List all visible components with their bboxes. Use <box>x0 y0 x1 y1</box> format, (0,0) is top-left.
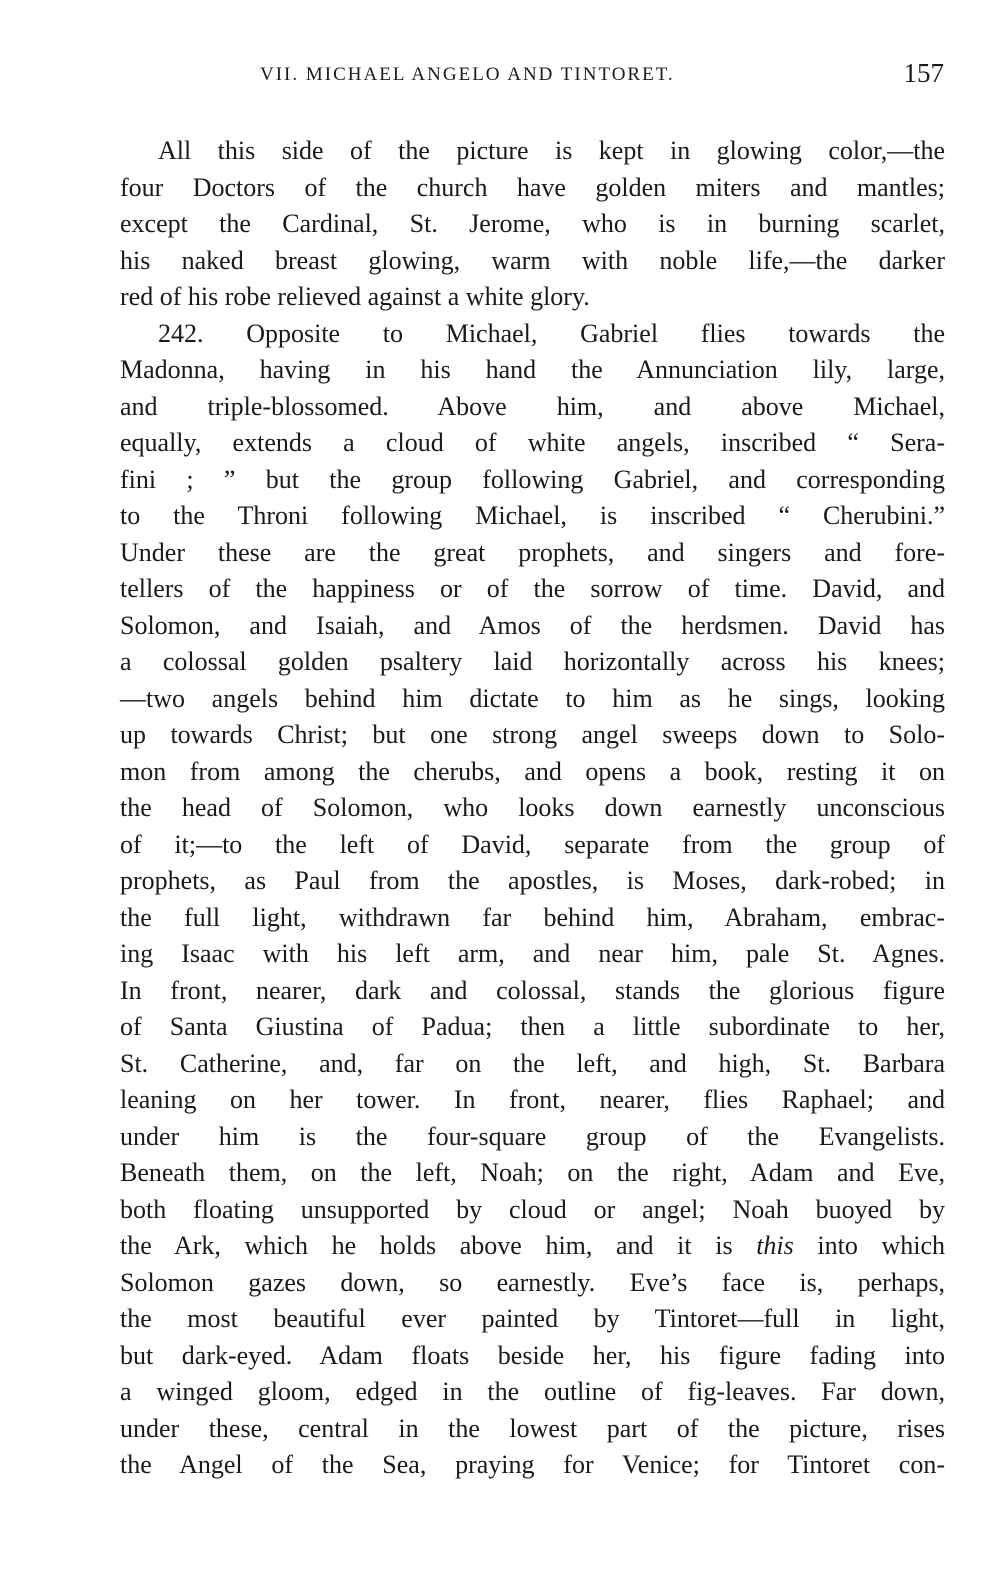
text-line: to the Throni following Michael, is inscribed “ Cherubini.” <box>120 501 945 530</box>
text-line: the full light, withdrawn far behind him, Abraham, embrac- <box>120 902 945 932</box>
text-line: —two angels behind him dictate to him as he sings, looking <box>120 683 945 713</box>
text-line: of it;—to the left of David, separate from the group of <box>120 829 945 859</box>
text-line: 242. Opposite to Michael, Gabriel flies towards the <box>158 318 945 348</box>
text-line: prophets, as Paul from the apostles, is Moses, dark-robed; in <box>120 866 945 895</box>
text-line: leaning on her tower. In front, nearer, flies Raphael; and <box>120 1085 945 1114</box>
text-line: Beneath them, on the left, Noah; on the right, Adam and Eve, <box>120 1158 945 1187</box>
text-line: the Angel of the Sea, praying for Venice; for Tintoret con- <box>120 1450 945 1479</box>
text-line: In front, nearer, dark and colossal, stands the glorious figure <box>120 975 945 1005</box>
text-line: a colossal golden psaltery laid horizontally across his knees; <box>120 647 945 676</box>
text-line: under these, central in the lowest part of the picture, rises <box>120 1413 945 1443</box>
text-line: Madonna, having in his hand the Annunciation lily, large, <box>120 355 945 384</box>
text-line: equally, extends a cloud of white angels, inscribed “ Sera- <box>120 428 945 457</box>
text-line: the head of Solomon, who looks down earnestly unconscious <box>120 793 945 822</box>
text-line: Solomon gazes down, so earnestly. Eve’s face is, perhaps, <box>120 1267 945 1297</box>
text-line: tellers of the happiness or of the sorrow of time. David, and <box>120 574 945 603</box>
text-line: his naked breast glowing, warm with noble life,—the darker <box>120 245 945 275</box>
text-line: four Doctors of the church have golden miters and mantles; <box>120 172 945 202</box>
running-header <box>120 58 950 98</box>
text-line: up towards Christ; but one strong angel sweeps down to Solo- <box>120 720 945 749</box>
text-line: but dark-eyed. Adam floats beside her, his figure fading into <box>120 1340 945 1370</box>
text-line: red of his robe relieved against a white glory. <box>120 282 590 311</box>
text-line: St. Catherine, and, far on the left, and high, St. Barbara <box>120 1048 945 1078</box>
text-line: fini ; ” but the group following Gabriel, and corresponding <box>120 464 945 494</box>
chapter-title: VII. MICHAEL ANGELO AND TINTORET. <box>260 64 675 85</box>
text-line: Under these are the great prophets, and singers and fore- <box>120 537 945 567</box>
text-line: except the Cardinal, St. Jerome, who is in burning scarlet, <box>120 209 945 238</box>
text-line: mon from among the cherubs, and opens a book, resting it on <box>120 756 945 786</box>
text-line: the Ark, which he holds above him, and it is this into which <box>120 1231 945 1260</box>
text-line: All this side of the picture is kept in glowing color,—the <box>158 136 945 165</box>
text-line: Solomon, and Isaiah, and Amos of the herdsmen. David has <box>120 610 945 640</box>
text-line: under him is the four-square group of the Evangelists. <box>120 1121 945 1151</box>
body-text <box>120 133 945 1484</box>
text-line: a winged gloom, edged in the outline of fig-leaves. Far down, <box>120 1377 945 1406</box>
text-line: and triple-blossomed. Above him, and above Michael, <box>120 391 945 421</box>
text-line: of Santa Giustina of Padua; then a little subordinate to her, <box>120 1012 945 1041</box>
page-number: 157 <box>903 58 944 88</box>
text-line: the most beautiful ever painted by Tintoret—full in light, <box>120 1304 945 1333</box>
text-line: both floating unsupported by cloud or angel; Noah buoyed by <box>120 1194 945 1224</box>
text-line: ing Isaac with his left arm, and near him, pale St. Agnes. <box>120 939 945 968</box>
